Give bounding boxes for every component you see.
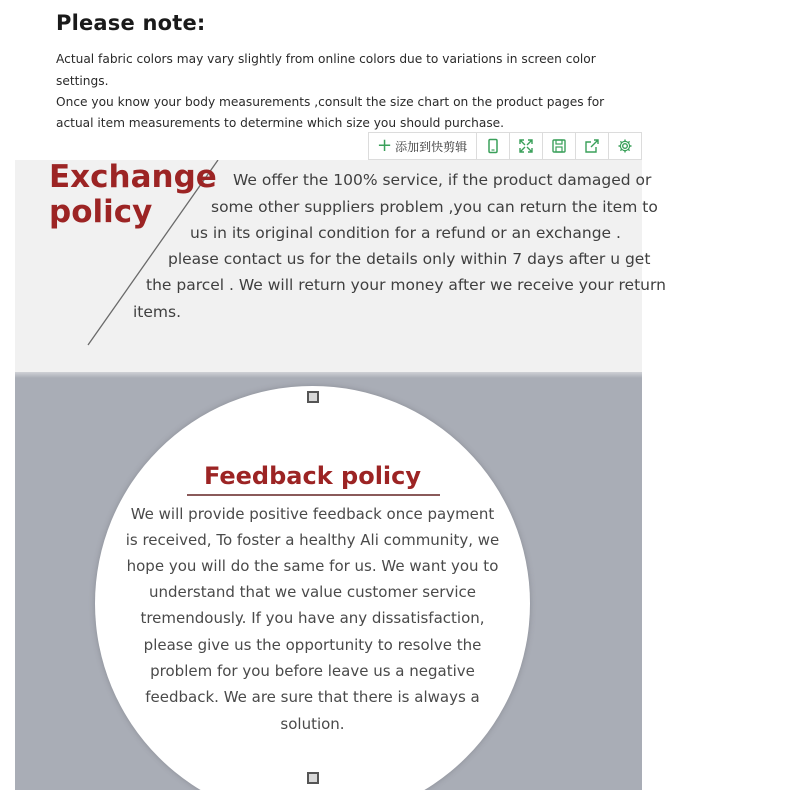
panel-edge (15, 372, 642, 378)
expand-button[interactable] (510, 133, 543, 159)
add-to-clip-label: 添加到快剪辑 (395, 139, 468, 154)
feedback-policy-title: Feedback policy (203, 462, 422, 490)
note-line: Once you know your body measurements ,consult the size chart on the product pages for (56, 95, 605, 109)
exchange-line: some other suppliers problem ,you can return the item to (211, 198, 658, 216)
exchange-line: the parcel . We will return your money after we receive your return (146, 276, 666, 294)
share-icon (584, 138, 600, 154)
save-icon (551, 138, 567, 154)
feedback-line: please give us the opportunity to resolve the (143, 636, 482, 654)
share-button[interactable] (576, 133, 609, 159)
feedback-line: feedback. We are sure that there is always a (145, 688, 480, 706)
exchange-line: We offer the 100% service, if the product damaged or (233, 171, 652, 189)
phone-button[interactable] (477, 133, 510, 159)
gear-icon (617, 138, 633, 154)
tag-hole-bottom (307, 772, 319, 784)
phone-icon (485, 138, 501, 154)
add-to-clip-button[interactable] (369, 133, 477, 159)
settings-button[interactable] (609, 133, 641, 159)
tag-hole-top (307, 391, 319, 403)
exchange-line: us in its original condition for a refund or an exchange . (190, 224, 621, 242)
feedback-line: We will provide positive feedback once payment (130, 505, 495, 523)
exchange-line: please contact us for the details only within 7 days after u get (168, 250, 651, 268)
plus-icon: + (377, 135, 393, 156)
expand-icon (518, 138, 534, 154)
note-line: Actual fabric colors may vary slightly from online colors due to variations in screen color (56, 52, 596, 66)
exchange-line: items. (133, 303, 182, 321)
feedback-policy-panel (15, 372, 642, 790)
feedback-line: problem for you before leave us a negative (150, 662, 475, 680)
note-line: actual item measurements to determine which size you should purchase. (56, 116, 505, 130)
note-title: Please note: (56, 11, 206, 35)
note-line: settings. (56, 74, 109, 88)
feedback-line: tremendously. If you have any dissatisfaction, (140, 609, 485, 627)
exchange-policy-panel (15, 159, 666, 372)
feedback-line: hope you will do the same for us. We want you to (126, 557, 499, 575)
save-button[interactable] (543, 133, 576, 159)
feedback-line: understand that we value customer service (149, 583, 476, 601)
feedback-line: is received, To foster a healthy Ali community, we (125, 531, 500, 549)
title-underline (187, 494, 440, 496)
exchange-policy-title: Exchange policy (49, 159, 217, 230)
image-toolbar (368, 132, 642, 160)
feedback-line: solution. (280, 715, 345, 733)
